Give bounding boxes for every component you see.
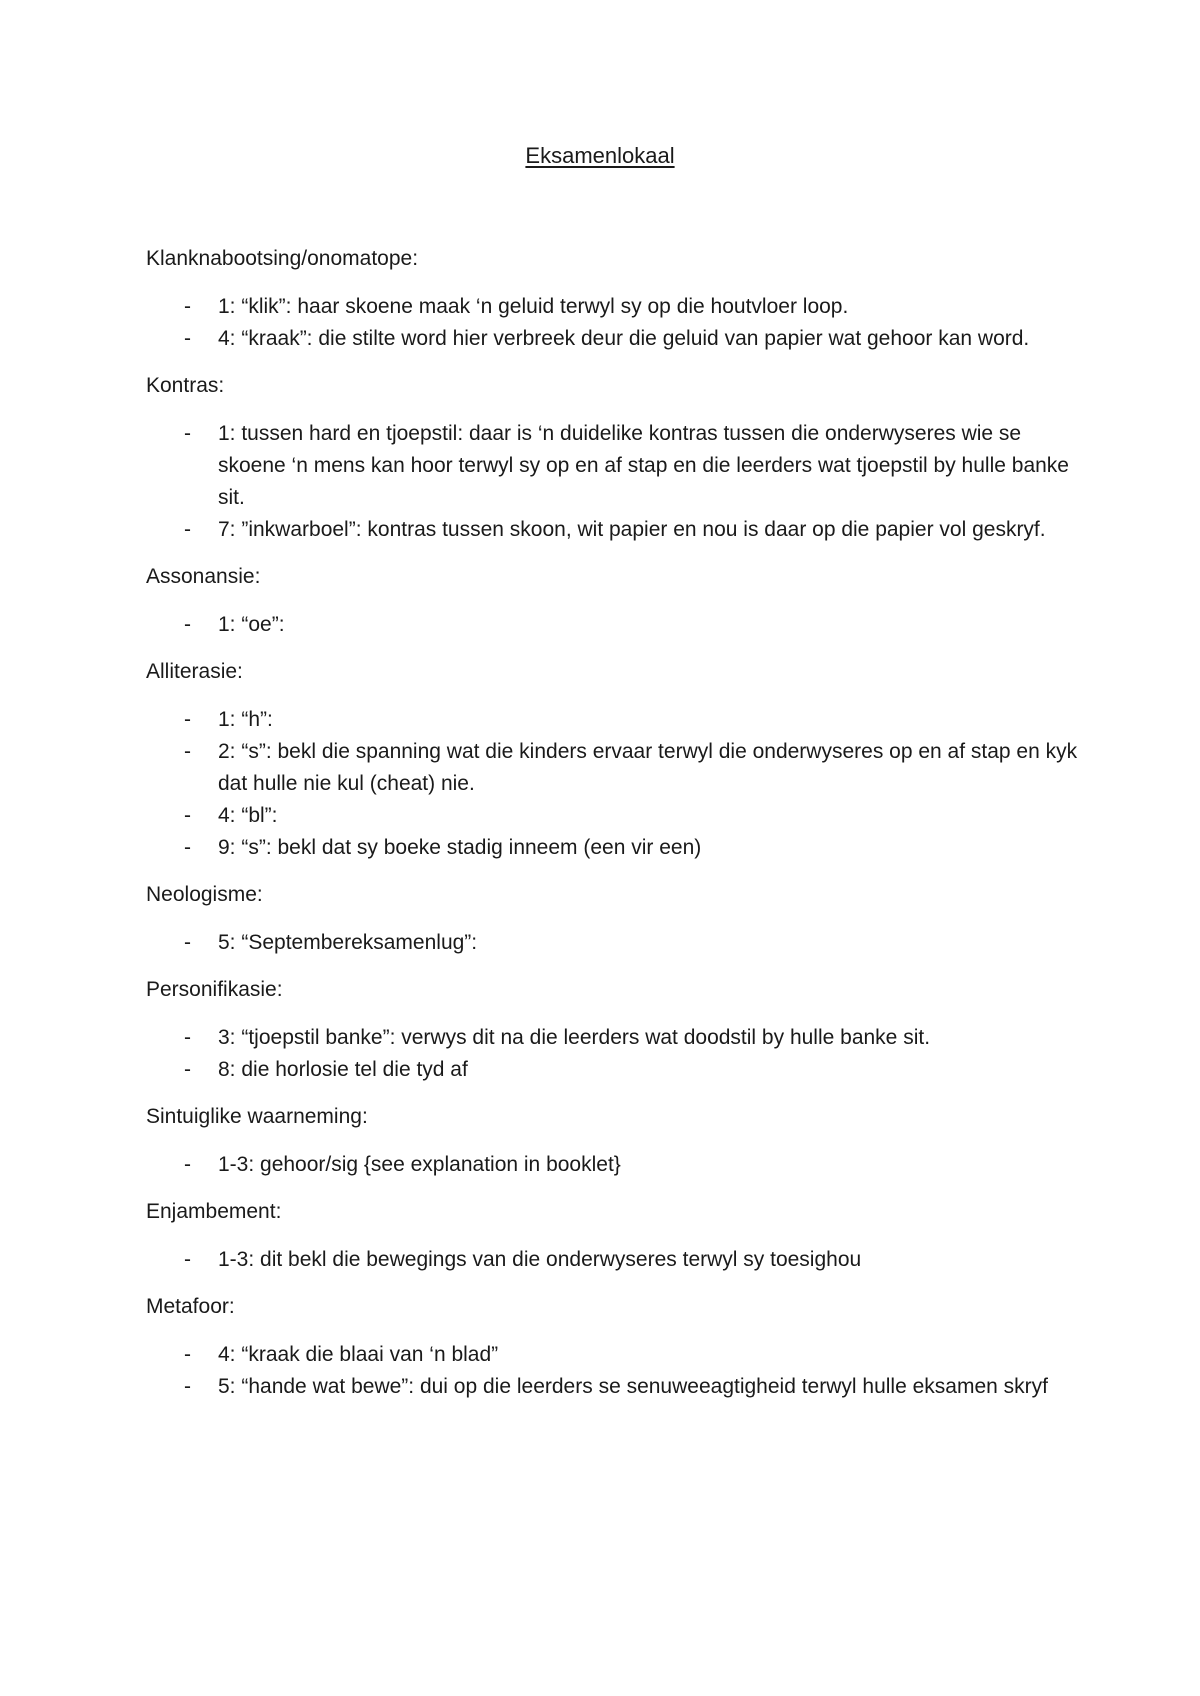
list-item-text: 4: “kraak”: die stilte word hier verbreek deur die geluid van papier wat gehoor kan word. — [218, 327, 1030, 350]
list-item — [146, 1054, 1086, 1086]
section-heading: Klanknabootsing/onomatope: — [146, 247, 419, 270]
dash-bullet-icon: - — [184, 613, 191, 636]
section-klanknabootsing — [146, 243, 1086, 355]
list-item — [146, 323, 1086, 355]
dash-bullet-icon: - — [184, 708, 191, 731]
dash-bullet-icon: - — [184, 836, 191, 859]
list-item-text: 4: “kraak die blaai van ‘n blad” — [218, 1343, 499, 1366]
bullet-list — [146, 1339, 1086, 1403]
section-neologisme — [146, 879, 1086, 959]
list-item-text: 3: “tjoepstil banke”: verwys dit na die leerders wat doodstil by hulle banke sit. — [218, 1026, 931, 1049]
section-assonansie — [146, 561, 1086, 641]
list-item-text: 8: die horlosie tel die tyd af — [218, 1058, 468, 1081]
section-metafoor — [146, 1291, 1086, 1403]
section-heading: Alliterasie: — [146, 660, 243, 683]
list-item — [146, 927, 1086, 959]
list-item-text: 1-3: gehoor/sig {see explanation in booklet} — [218, 1153, 621, 1176]
document-title: Eksamenlokaal — [525, 143, 675, 168]
dash-bullet-icon: - — [184, 1343, 191, 1366]
section-heading: Neologisme: — [146, 883, 263, 906]
section-heading: Enjambement: — [146, 1200, 282, 1223]
dash-bullet-icon: - — [184, 422, 191, 445]
section-heading: Sintuiglike waarneming: — [146, 1105, 368, 1128]
list-item — [146, 1149, 1086, 1181]
list-item — [146, 418, 1086, 514]
dash-bullet-icon: - — [184, 1058, 191, 1081]
section-kontras — [146, 370, 1086, 546]
list-item-text: 1: “klik”: haar skoene maak ‘n geluid terwyl sy op die houtvloer loop. — [218, 295, 849, 318]
bullet-list — [146, 291, 1086, 355]
list-item-text: 4: “bl”: — [218, 804, 278, 827]
list-item-text: 1: “oe”: — [218, 613, 285, 636]
list-item — [146, 736, 1086, 800]
dash-bullet-icon: - — [184, 931, 191, 954]
list-item — [146, 291, 1086, 323]
bullet-list — [146, 704, 1086, 864]
dash-bullet-icon: - — [184, 740, 191, 763]
list-item — [146, 1244, 1086, 1276]
list-item — [146, 1339, 1086, 1371]
list-item-text: 5: “hande wat bewe”: dui op die leerders se senuweeagtigheid terwyl hulle eksamen skryf — [218, 1375, 1048, 1398]
list-item-text: 1: “h”: — [218, 708, 273, 731]
list-item — [146, 704, 1086, 736]
bullet-list — [146, 418, 1086, 546]
dash-bullet-icon: - — [184, 1026, 191, 1049]
list-item-text: 2: “s”: bekl die spanning wat die kinders ervaar terwyl die onderwyseres op en af stap en kyk dat hulle nie kul (cheat) nie. — [218, 740, 1078, 795]
list-item — [146, 832, 1086, 864]
section-alliterasie — [146, 656, 1086, 864]
list-item-text: 5: “Septembereksamenlug”: — [218, 931, 478, 954]
bullet-list — [146, 609, 1086, 641]
dash-bullet-icon: - — [184, 1375, 191, 1398]
bullet-list — [146, 1244, 1086, 1276]
list-item-text: 7: ”inkwarboel”: kontras tussen skoon, wit papier en nou is daar op die papier vol geskryf. — [218, 518, 1046, 541]
section-personifikasie — [146, 974, 1086, 1086]
bullet-list — [146, 927, 1086, 959]
dash-bullet-icon: - — [184, 518, 191, 541]
bullet-list — [146, 1022, 1086, 1086]
list-item — [146, 609, 1086, 641]
section-heading: Kontras: — [146, 374, 225, 397]
section-enjambement — [146, 1196, 1086, 1276]
section-heading: Metafoor: — [146, 1295, 235, 1318]
dash-bullet-icon: - — [184, 327, 191, 350]
list-item-text: 1-3: dit bekl die bewegings van die onderwyseres terwyl sy toesighou — [218, 1248, 862, 1271]
list-item-text: 9: “s”: bekl dat sy boeke stadig inneem (een vir een) — [218, 836, 702, 859]
list-item — [146, 800, 1086, 832]
list-item — [146, 1371, 1086, 1403]
list-item — [146, 514, 1086, 546]
section-sintuiglike-waarneming — [146, 1101, 1086, 1181]
bullet-list — [146, 1149, 1086, 1181]
dash-bullet-icon: - — [184, 295, 191, 318]
document-body — [146, 243, 1086, 1418]
dash-bullet-icon: - — [184, 1153, 191, 1176]
list-item-text: 1: tussen hard en tjoepstil: daar is ‘n duidelike kontras tussen die onderwyseres wie se skoene ‘n mens kan hoor terwyl sy op en af stap en die leerders wat tjoepstil by hulle banke sit. — [218, 422, 1069, 509]
dash-bullet-icon: - — [184, 1248, 191, 1271]
dash-bullet-icon: - — [184, 804, 191, 827]
section-heading: Personifikasie: — [146, 978, 283, 1001]
list-item — [146, 1022, 1086, 1054]
section-heading: Assonansie: — [146, 565, 261, 588]
